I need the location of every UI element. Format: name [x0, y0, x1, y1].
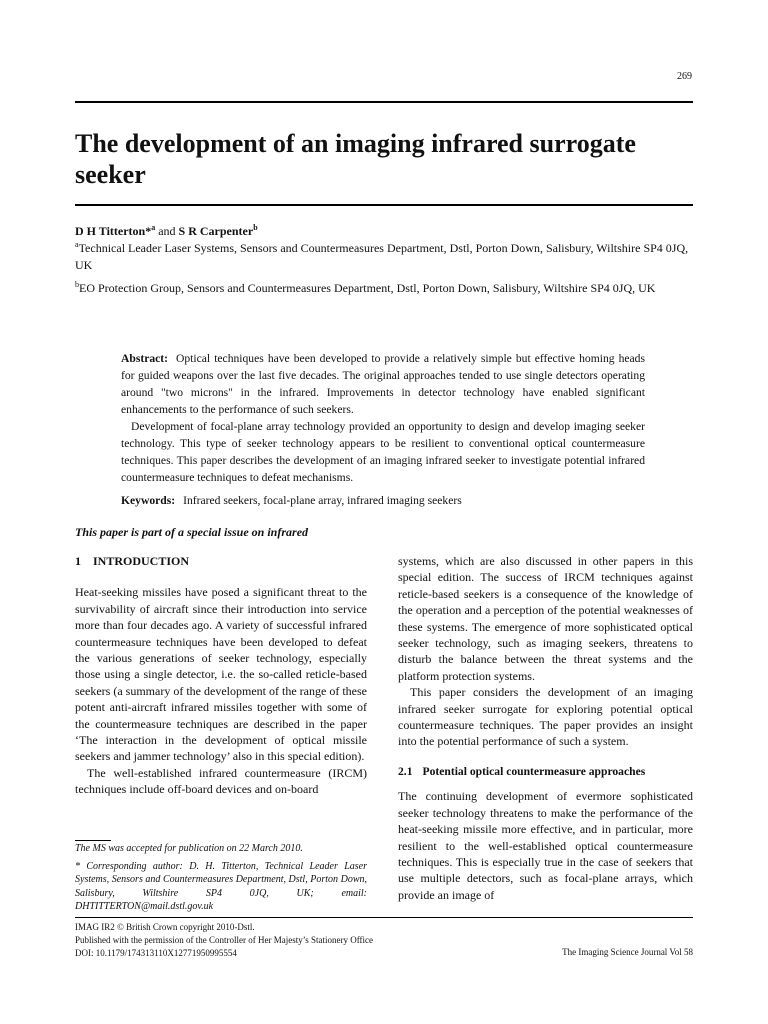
author-2-affil-mark: b	[253, 223, 258, 232]
abstract-label: Abstract:	[121, 352, 169, 365]
abstract	[121, 350, 645, 486]
footer-rule	[75, 917, 693, 918]
permission-line: Published with the permission of the Controller of Her Majesty’s Stationery Office	[75, 935, 374, 945]
title-rule	[75, 204, 693, 206]
author-1: D H Titterton*	[75, 224, 152, 238]
special-issue-note: This paper is part of a special issue on infrared	[75, 525, 309, 539]
page-number: 269	[677, 71, 692, 82]
acceptance-note: The MS was accepted for publication on 22 March 2010.	[75, 843, 303, 854]
section-2-1-number: 2.1	[398, 764, 413, 778]
author-1-affil-mark: a	[151, 223, 156, 232]
section-2-1-title: Potential optical countermeasure approaches	[422, 764, 646, 778]
abstract-paragraph-1	[121, 350, 645, 418]
intro-paragraph-2-start: The well-established infrared countermeasure (IRCM) techniques include off-board devices and on-board	[75, 765, 367, 797]
section-1-title: INTRODUCTION	[93, 554, 190, 568]
author-2: S R Carpenter	[178, 224, 254, 238]
page-title: The development of an imaging infrared surrogate seeker	[75, 129, 636, 189]
footnote	[75, 842, 367, 914]
journal-name: The Imaging Science Journal Vol 58	[562, 947, 693, 957]
affiliation-a-text: Technical Leader Laser Systems, Sensors and Countermeasures Department, Dstl, Porton Down, Salisbury, Wiltshire SP4 0JQ, UK	[75, 241, 689, 272]
intro-paragraph-3: This paper considers the development of an imaging infrared seeker surrogate for exploring potential optical countermeasure techniques. The paper provides an insight into the potential performance of such a system.	[398, 685, 693, 749]
footnote-rule	[75, 840, 111, 841]
copyright-line: IMAG IR2 © British Crown copyright 2010-Dstl.	[75, 922, 255, 932]
section-1-heading	[75, 553, 367, 569]
abstract-paragraph-2: Development of focal-plane array technology provided an opportunity to design and develop imaging seeker technology. This type of seeker technology appears to be resilient to conventional optical countermeasure techniques. This paper describes the development of an imaging infrared seeker to investigate potential infrared countermeasure techniques to defeat mechanisms.	[121, 420, 645, 484]
keywords-text: Infrared seekers, focal-plane array, infrared imaging seekers	[183, 494, 462, 507]
keywords	[121, 494, 681, 507]
affiliation-b-text: EO Protection Group, Sensors and Countermeasures Department, Dstl, Porton Down, Salisbury, Wiltshire SP4 0JQ, UK	[79, 281, 656, 295]
abstract-text-1: Optical techniques have been developed to provide a relatively simple but effective homing heads for guided weapons over the last five decades. The original approaches tended to use single detectors operating around "two microns" in the infrared. Improvements in detector technology have enabled significant enhancements to the performance of such seekers.	[121, 352, 645, 416]
affiliation-a-mark: a	[75, 240, 79, 249]
author-list	[75, 224, 258, 239]
corresponding-author-note: * Corresponding author: D. H. Titterton, Technical Leader Laser Systems, Sensors and Countermeasures Department, Dstl, Porton Down, Salisbury, Wiltshire SP4 0JQ, UK; email: DHTITTERTON@mail.dstl.gov.uk	[75, 860, 367, 913]
footer-left	[75, 921, 373, 960]
intro-paragraph-1: Heat-seeking missiles have posed a significant threat to the survivability of aircraft since their introduction into service more than four decades ago. A variety of successful infrared countermeasure techniques have been developed to defeat the various generations of seeker technology, especially those using a single detector, i.e. the so-called reticle-based seekers (a summary of the development of the range of these potent anti-aircraft infrared missiles together with some of the countermeasure techniques are described in the paper ‘The interaction in the development of optical missile seekers and jammer technology’ also in this special edition).	[75, 585, 367, 764]
section-1-number: 1	[75, 554, 81, 568]
author-conjunction: and	[158, 224, 176, 238]
section-2-1-heading	[398, 764, 693, 780]
affiliation-a	[75, 240, 695, 274]
affiliation-b-mark: b	[75, 280, 79, 289]
affiliation-b	[75, 280, 695, 297]
doi-line: DOI: 10.1179/174313110X12771950995554	[75, 948, 237, 958]
keywords-label: Keywords:	[121, 494, 176, 507]
intro-paragraph-2-cont: systems, which are also discussed in other papers in this special edition. The success of IRCM techniques against reticle-based seekers is a consequence of the knowledge of the operation and a perception of the potential weaknesses of these systems. The emergence of more sophisticated optical seeker technology, such as imaging seekers, threatens to disturb the balance between the threat systems and the platform protection systems.	[398, 554, 693, 683]
top-rule	[75, 101, 693, 103]
right-column	[398, 553, 693, 903]
left-column	[75, 553, 367, 798]
section-2-1-paragraph-1: The continuing development of evermore sophisticated seeker technology threatens to make the performance of the heat-seeking missile more effective, and in particular, more resilient to the well-established optical countermeasure techniques. This is especially true in the case of seekers that use multiple detectors, such as focal-plane arrays, which provide an image of	[398, 789, 693, 902]
